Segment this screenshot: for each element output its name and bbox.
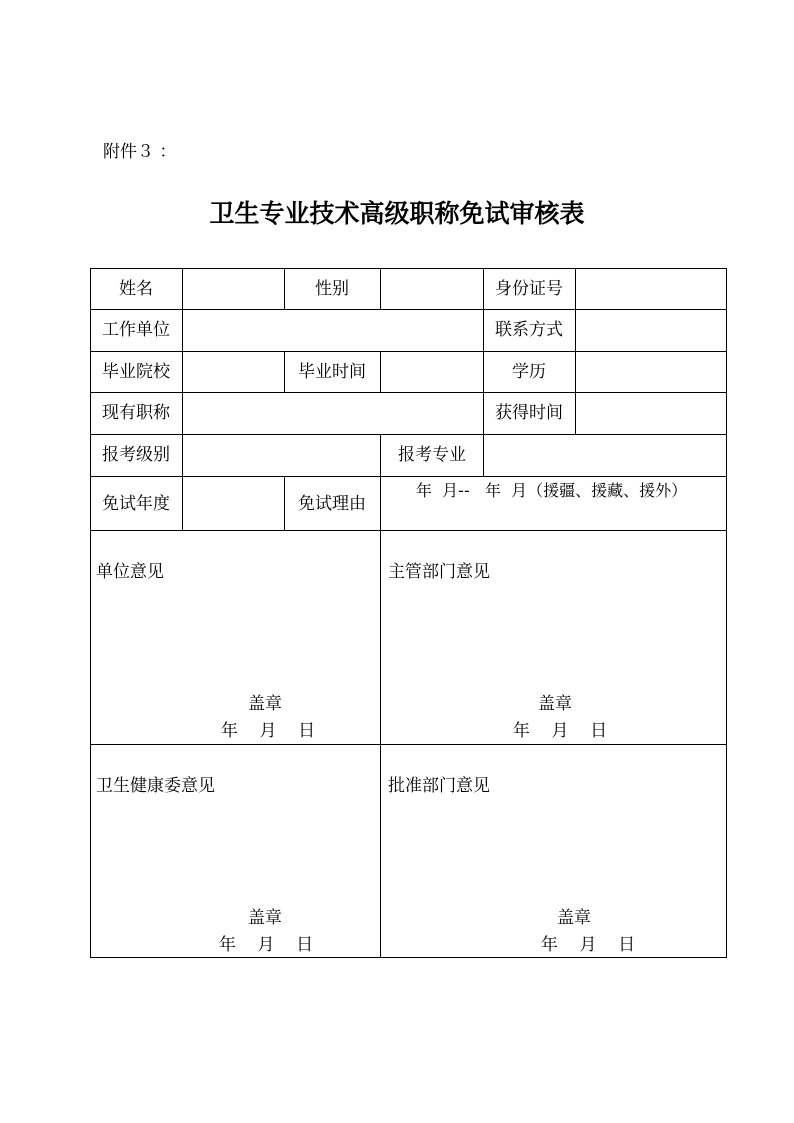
- col-divider: [284, 476, 285, 530]
- row-divider: [90, 530, 727, 531]
- health-commission-opinion-label: 卫生健康委意见: [96, 776, 215, 796]
- dept-date-label: 年 月 日: [512, 721, 608, 741]
- id-number-field[interactable]: [576, 269, 726, 309]
- school-field[interactable]: [183, 352, 284, 392]
- name-label: 姓名: [119, 279, 153, 299]
- approval-date-label: 年 月 日: [540, 935, 636, 955]
- gender-field[interactable]: [381, 269, 483, 309]
- unit-seal-label: 盖章: [248, 694, 282, 714]
- school-label: 毕业院校: [102, 362, 170, 382]
- health-date-label: 年 月 日: [218, 935, 314, 955]
- work-unit-label: 工作单位: [102, 320, 170, 340]
- approval-seal-label: 盖章: [557, 908, 591, 928]
- page-title: 卫生专业技术高级职称免试审核表: [209, 199, 585, 228]
- id-number-label: 身份证号: [495, 279, 563, 299]
- exempt-reason-label: 免试理由: [298, 494, 366, 514]
- graduation-time-field[interactable]: [381, 352, 483, 392]
- unit-opinion-label: 单位意见: [96, 562, 164, 582]
- exempt-year-label: 免试年度: [102, 494, 170, 514]
- current-title-label: 现有职称: [102, 403, 170, 423]
- exam-major-label: 报考专业: [398, 445, 466, 465]
- gender-label: 性别: [315, 279, 349, 299]
- current-title-field[interactable]: [183, 393, 483, 434]
- contact-field[interactable]: [576, 310, 726, 351]
- table-border-left: [90, 268, 91, 958]
- table-border-right: [726, 268, 727, 958]
- col-divider: [284, 351, 285, 392]
- education-field[interactable]: [576, 352, 726, 392]
- unit-date-label: 年 月 日: [220, 721, 316, 741]
- col-divider: [483, 268, 484, 434]
- health-seal-label: 盖章: [248, 908, 282, 928]
- col-divider: [380, 434, 381, 957]
- graduation-time-label: 毕业时间: [298, 362, 366, 382]
- exam-level-field[interactable]: [183, 435, 380, 476]
- exam-level-label: 报考级别: [102, 445, 170, 465]
- obtain-time-field[interactable]: [576, 393, 726, 434]
- obtain-time-label: 获得时间: [495, 403, 563, 423]
- exempt-reason-text: 年 月-- 年 月（援疆、援藏、援外）: [416, 481, 688, 500]
- education-label: 学历: [512, 362, 546, 382]
- row-divider: [90, 744, 727, 745]
- table-border-bottom: [90, 957, 727, 958]
- dept-seal-label: 盖章: [538, 694, 572, 714]
- col-divider: [284, 268, 285, 309]
- exam-major-field[interactable]: [484, 435, 726, 476]
- contact-label: 联系方式: [495, 320, 563, 340]
- attachment-label: 附件３ ：: [103, 142, 177, 162]
- dept-opinion-label: 主管部门意见: [388, 562, 490, 582]
- review-form-table: [90, 268, 727, 958]
- exempt-year-field[interactable]: [183, 477, 284, 530]
- name-field[interactable]: [183, 269, 284, 309]
- work-unit-field[interactable]: [183, 310, 483, 351]
- approval-opinion-label: 批准部门意见: [388, 776, 490, 796]
